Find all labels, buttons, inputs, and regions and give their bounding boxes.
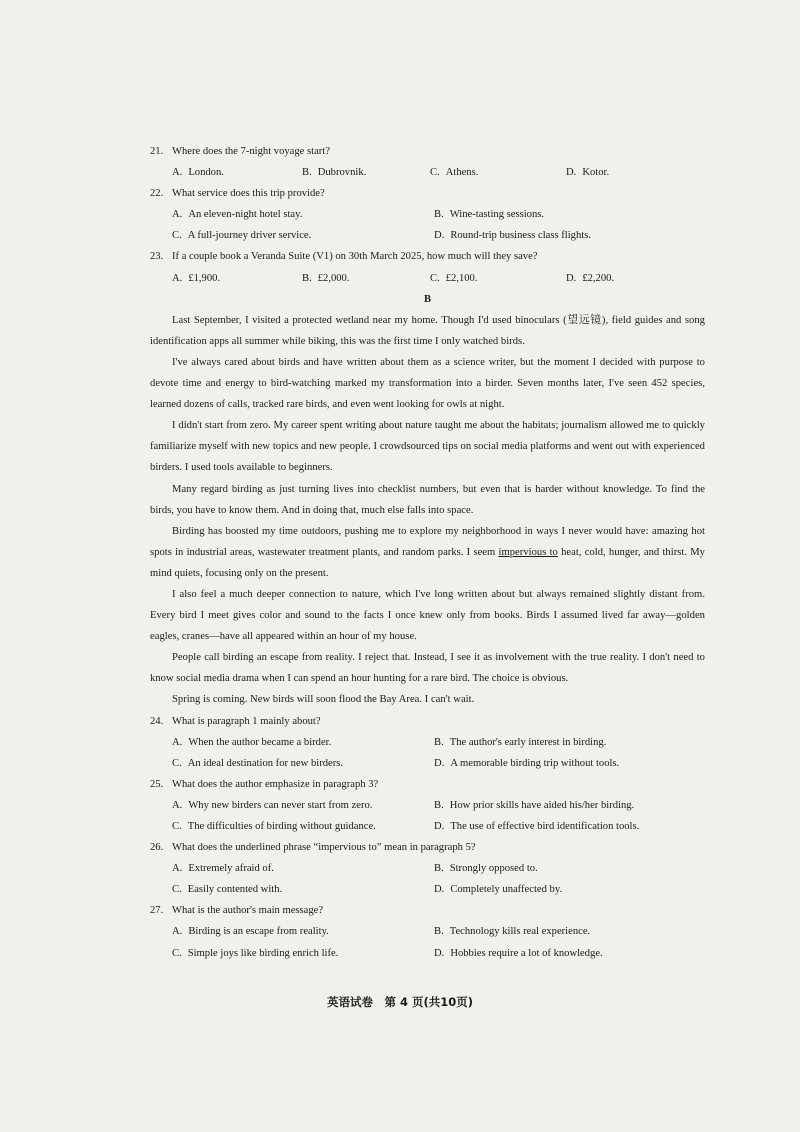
question-stem (150, 711, 705, 732)
question-25 (150, 774, 705, 837)
option-c: C. £2,100. (430, 272, 478, 284)
question-23 (150, 246, 705, 288)
page-footer: 英语试卷 第 4 页(共10页) (326, 995, 474, 1009)
passage-paragraph-8: Spring is coming. New birds will soon flood the Bay Area. I can't wait. (172, 694, 475, 706)
option-d: D. Round-trip business class flights. (434, 230, 591, 242)
option-b: B. Dubrovnik. (302, 167, 367, 179)
question-number: 26. (150, 842, 164, 854)
option-d: D. Hobbies require a lot of knowledge. (434, 947, 603, 959)
options-row (150, 753, 705, 774)
option-b: B. The author's early interest in birding. (434, 736, 607, 748)
options-row (150, 921, 705, 942)
question-text: What does the author emphasize in paragraph 3? (172, 778, 379, 790)
passage-paragraph-1: Last September, I visited a protected wetland near my home. Though I'd used binoculars (望远镜), field guides and song identification apps all summer while biking, this was the first time I only watched birds. (150, 314, 705, 347)
options-row (150, 162, 705, 183)
question-27 (150, 900, 705, 963)
option-c: C. Simple joys like birding enrich life. (172, 947, 339, 959)
question-text: Where does the 7-night voyage start? (172, 146, 330, 157)
question-stem (150, 774, 705, 795)
passage-paragraph-6: I also feel a much deeper connection to nature, which I've long written about but always remained slightly distant from. Every bird I meet gives color and sound to the facts I once knew only from books. Birds I assumed lived far away—golden eagles, cranes—have all appeared within an hour of my house. (150, 588, 705, 643)
option-c: C. A full-journey driver service. (172, 230, 312, 242)
option-a: A. London. (172, 167, 224, 179)
option-b: B. Technology kills real experience. (434, 926, 591, 938)
question-text: What is the author's main message? (172, 905, 324, 917)
question-number: 24. (150, 715, 164, 727)
passage-paragraph-4: Many regard birding as just turning lives into checklist numbers, but even that is harder without knowledge. To find the birds, you have to know them. And in doing that, much else falls into space. (150, 483, 705, 516)
question-text: What does the underlined phrase “impervious to” mean in paragraph 5? (172, 842, 476, 854)
option-c: C. Athens. (430, 167, 479, 179)
underlined-phrase: impervious to (498, 546, 558, 558)
passage-paragraph-5: Birding has boosted my time outdoors, pushing me to explore my neighborhood in ways I never would have: amazing hot spots in industrial areas, wastewater treatment plants, and random parks. I seem impervious to heat, cold, hunger, and thirst. My mind quiets, focusing only on the present. (150, 525, 705, 579)
option-d: D. £2,200. (566, 272, 615, 284)
question-21 (150, 141, 705, 183)
options-row (150, 225, 705, 246)
question-number: 21. (150, 146, 164, 157)
question-22 (150, 183, 705, 246)
options-row (150, 816, 705, 837)
option-a: A. Extremely afraid of. (172, 863, 274, 875)
section-b-heading: B (423, 293, 432, 305)
option-c: C. The difficulties of birding without guidance. (172, 821, 376, 832)
passage-paragraph-3: I didn't start from zero. My career spent writing about nature taught me about the habitats; journalism allowed me to quickly familiarize myself with new topics and new people. I crowdsourced tips on social media platforms and went out with experienced birders. I used tools available to beginners. (150, 420, 705, 474)
question-number: 22. (150, 188, 164, 200)
question-text: If a couple book a Veranda Suite (V1) on 30th March 2025, how much will they save? (172, 251, 538, 263)
question-stem (150, 183, 705, 204)
option-c: C. An ideal destination for new birders. (172, 757, 344, 769)
option-d: D. Completely unaffected by. (434, 884, 563, 896)
options-row (150, 879, 705, 900)
question-stem (150, 900, 705, 921)
option-a: A. An eleven-night hotel stay. (172, 209, 303, 221)
passage-paragraph-7: People call birding an escape from reality. I reject that. Instead, I see it as involvement with the true reality. I don't need to know social media drama when I can spend an hour hunting for a rare bird. The choice is obvious. (150, 652, 705, 685)
question-stem (150, 837, 705, 858)
question-number: 25. (150, 778, 164, 790)
option-a: A. Why new birders can never start from zero. (172, 799, 373, 811)
question-number: 27. (150, 905, 164, 917)
question-26 (150, 837, 705, 900)
question-stem (150, 141, 705, 162)
question-24 (150, 711, 705, 774)
option-a: A. When the author became a birder. (172, 736, 332, 748)
option-b: B. Strongly opposed to. (434, 863, 538, 875)
options-row (150, 795, 705, 816)
options-row (150, 858, 705, 879)
question-text: What service does this trip provide? (172, 188, 325, 200)
page-content (150, 141, 705, 964)
option-c: C. Easily contented with. (172, 884, 283, 896)
option-b: B. How prior skills have aided his/her birding. (434, 799, 635, 811)
passage-paragraph-2: I've always cared about birds and have written about them as a science writer, but the moment I decided with purpose to devote time and energy to bird-watching marked my transformation into a birder. Seven months later, I've seen 452 species, learned dozens of calls, tracked rare birds, and even went looking for owls at night. (150, 356, 705, 411)
option-a: A. £1,900. (172, 272, 221, 284)
option-b: B. Wine-tasting sessions. (434, 209, 545, 221)
options-row (150, 204, 705, 225)
question-stem (150, 246, 705, 267)
options-row (150, 943, 705, 964)
options-row (150, 268, 705, 289)
option-a: A. Birding is an escape from reality. (172, 926, 329, 938)
options-row (150, 732, 705, 753)
option-b: B. £2,000. (302, 272, 350, 284)
question-text: What is paragraph 1 mainly about? (172, 715, 321, 727)
option-d: D. The use of effective bird identification tools. (434, 821, 640, 832)
option-d: D. Kotor. (566, 167, 610, 179)
option-d: D. A memorable birding trip without tools. (434, 757, 620, 769)
question-number: 23. (150, 251, 164, 263)
